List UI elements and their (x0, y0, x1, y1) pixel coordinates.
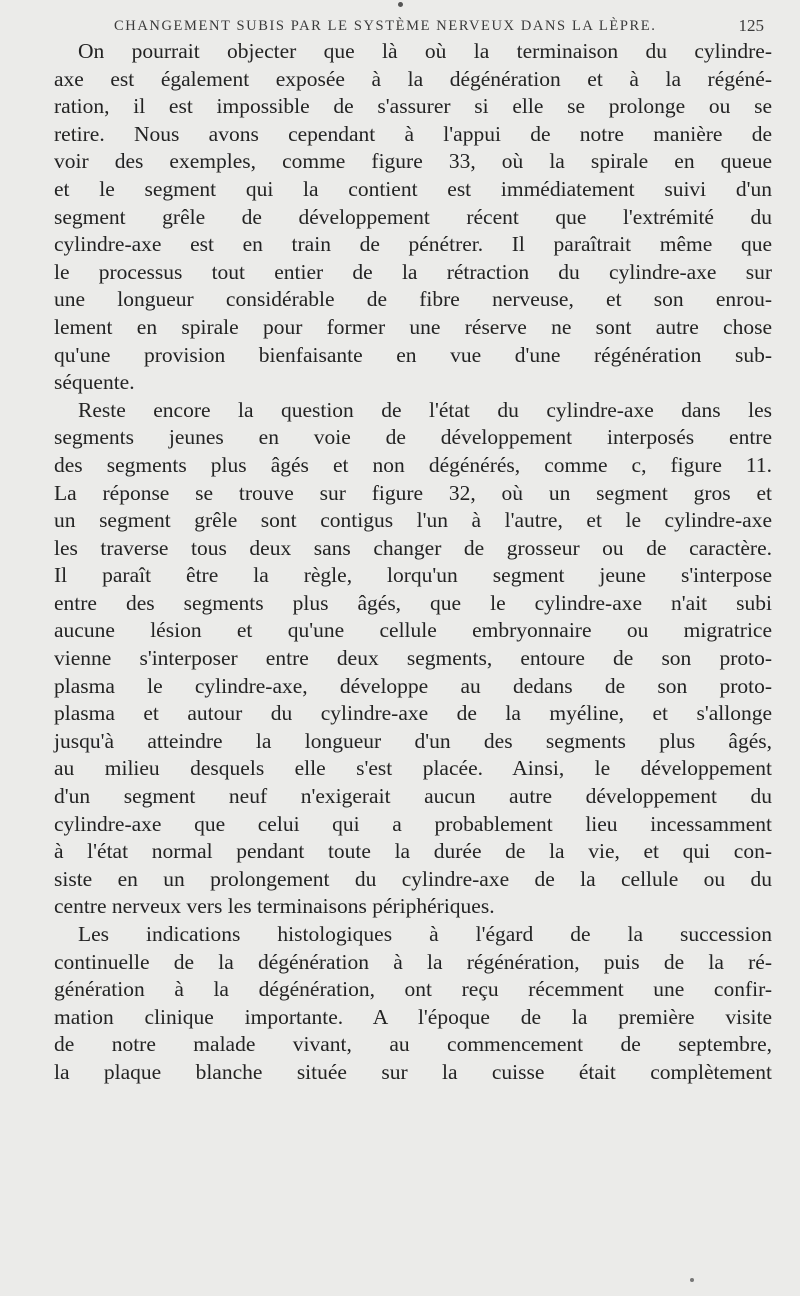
print-speck-top (398, 2, 403, 7)
paragraph-3 (54, 921, 772, 1087)
text-line: un segment grêle sont contigus l'un à l'autre, et le cylindre-axe (54, 508, 772, 533)
paragraph-1 (54, 38, 772, 397)
text-line: Il paraît être la règle, lorqu'un segment jeune s'interpose (54, 563, 772, 588)
text-line: cylindre-axe est en train de pénétrer. Il paraîtrait même que (54, 232, 772, 257)
text-line: des segments plus âgés et non dégénérés, comme c, figure 11. (54, 452, 772, 477)
page-number: 125 (738, 16, 764, 35)
text-line: ration, il est impossible de s'assurer si elle se prolonge ou se (54, 94, 772, 119)
text-line: La réponse se trouve sur figure 32, où un segment gros et (54, 480, 772, 505)
text-line: segments jeunes en voie de développement interposés entre (54, 425, 772, 450)
text-line: siste en un prolongement du cylindre-axe de la cellule ou du (54, 866, 772, 891)
text-line: d'un segment neuf n'exigerait aucun autre développement du (54, 784, 772, 809)
text-line: au milieu desquels elle s'est placée. Ainsi, le développement (54, 756, 772, 781)
text-line: On pourrait objecter que là où la terminaison du cylindre- (78, 39, 772, 63)
text-line: Les indications histologiques à l'égard de la succession (78, 922, 772, 946)
body-text (54, 38, 772, 1087)
text-line: et le segment qui la contient est immédiatement suivi d'un (54, 176, 772, 201)
print-speck-bottom (690, 1278, 694, 1282)
text-line: jusqu'à atteindre la longueur d'un des segments plus âgés, (54, 728, 772, 753)
paragraph-2 (54, 397, 772, 921)
text-line: vienne s'interposer entre deux segments, entoure de son proto- (54, 646, 772, 671)
text-line: qu'une provision bienfaisante en vue d'une régénération sub- (54, 342, 772, 367)
text-line: mation clinique importante. A l'époque de la première visite (54, 1004, 772, 1029)
text-line: continuelle de la dégénération à la régénération, puis de la ré- (54, 949, 772, 974)
text-line: lement en spirale pour former une réserve ne sont autre chose (54, 314, 772, 339)
text-line: le processus tout entier de la rétraction du cylindre-axe sur (54, 259, 772, 284)
text-line: les traverse tous deux sans changer de grosseur ou de caractère. (54, 535, 772, 560)
running-title: CHANGEMENT SUBIS PAR LE SYSTÈME NERVEUX DANS LA LÈPRE. (114, 18, 657, 34)
text-line: retire. Nous avons cependant à l'appui de notre manière de (54, 121, 772, 146)
text-line: axe est également exposée à la dégénération et à la régéné- (54, 66, 772, 91)
text-line: plasma le cylindre-axe, développe au dedans de son proto- (54, 673, 772, 698)
text-line: séquente. (54, 370, 135, 395)
text-line: cylindre-axe que celui qui a probablement lieu incessamment (54, 811, 772, 836)
text-line: centre nerveux vers les terminaisons périphériques. (54, 894, 495, 919)
text-line: entre des segments plus âgés, que le cylindre-axe n'ait subi (54, 590, 772, 615)
text-line: aucune lésion et qu'une cellule embryonnaire ou migratrice (54, 618, 772, 643)
text-line: à l'état normal pendant toute la durée de la vie, et qui con- (54, 839, 772, 864)
text-line: de notre malade vivant, au commencement de septembre, (54, 1032, 772, 1057)
text-line: voir des exemples, comme figure 33, où la spirale en queue (54, 149, 772, 174)
text-line: une longueur considérable de fibre nerveuse, et son enrou- (54, 287, 772, 312)
running-head (114, 14, 764, 38)
text-line: segment grêle de développement récent que l'extrémité du (54, 204, 772, 229)
text-line: la plaque blanche située sur la cuisse était complètement (54, 1059, 772, 1084)
text-line: génération à la dégénération, ont reçu récemment une confir- (54, 977, 772, 1002)
text-line: Reste encore la question de l'état du cylindre-axe dans les (78, 397, 772, 422)
text-line: plasma et autour du cylindre-axe de la myéline, et s'allonge (54, 701, 772, 726)
